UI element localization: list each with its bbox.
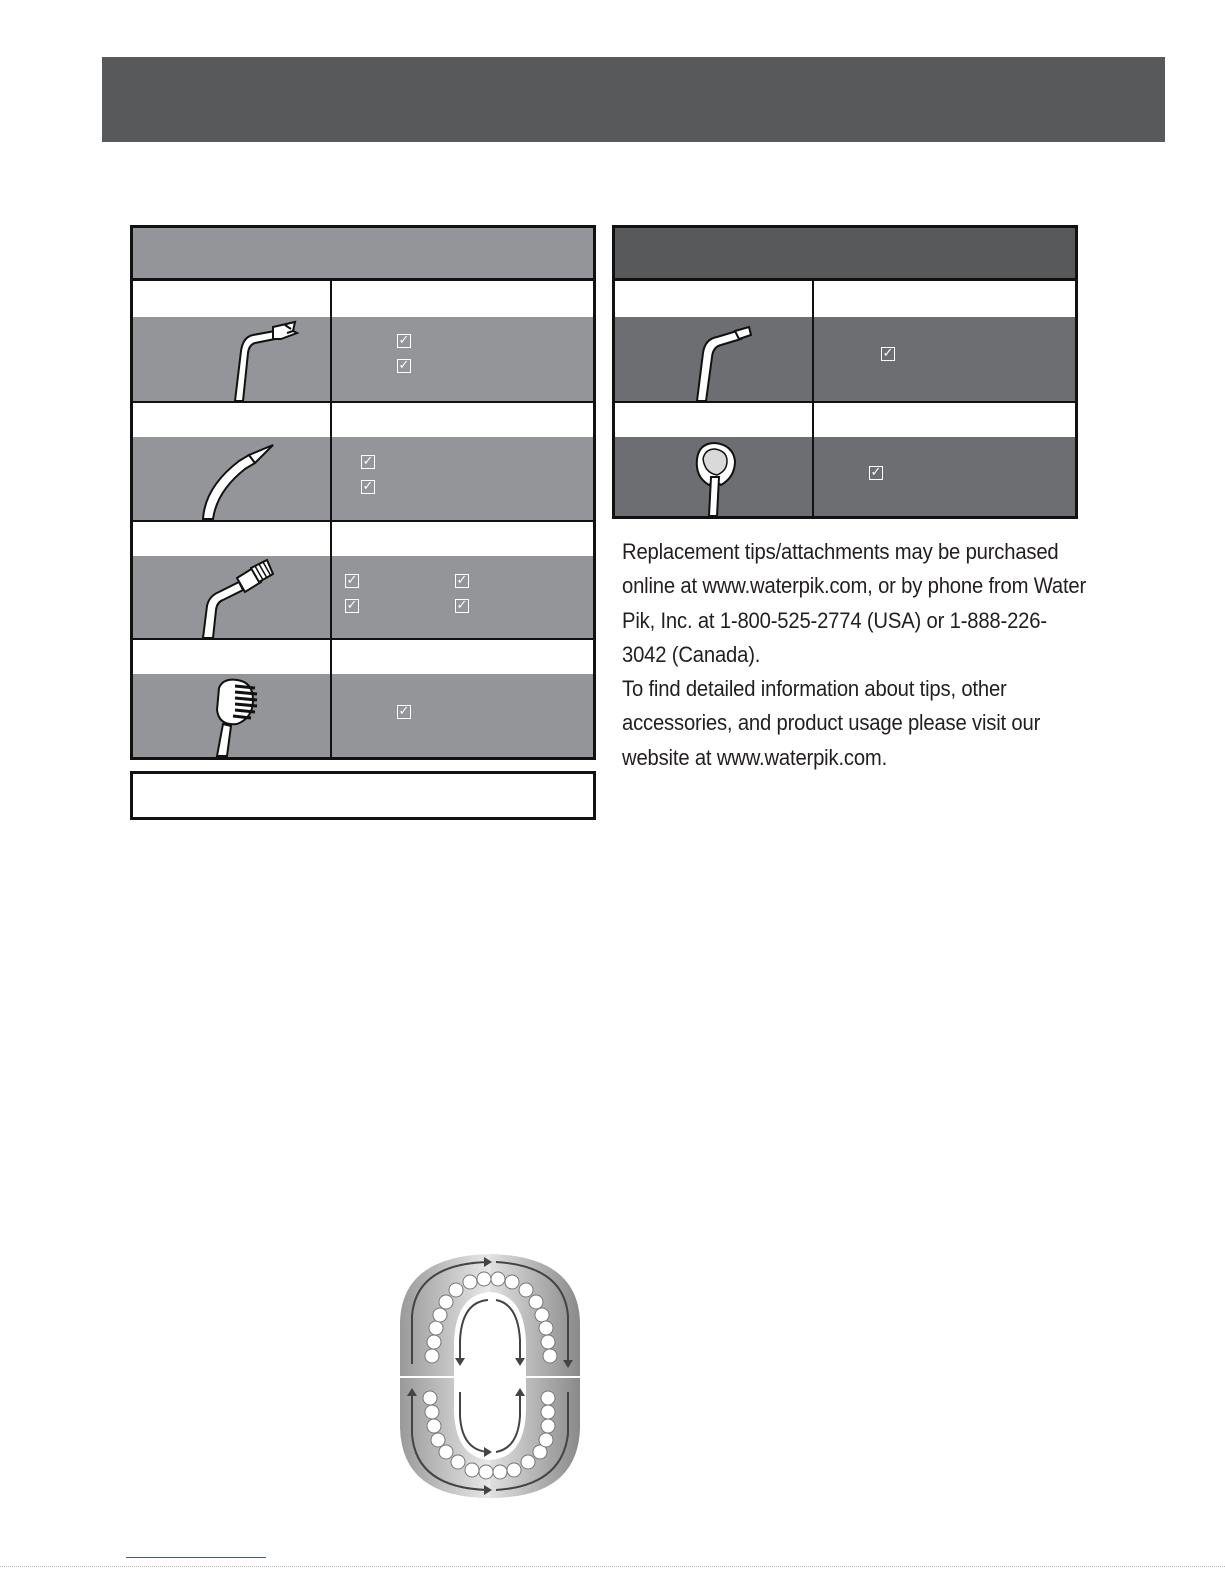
note-box [130,771,596,820]
left-table-divider [330,281,332,757]
website-info-text: To find detailed information about tips, other accessories, and product usage please visit our website at www.waterpik.com. [622,676,1041,770]
bottom-link-underline [126,1557,266,1560]
check-box: ✓ [398,704,410,719]
page-trim-line [0,1566,1225,1567]
replacement-info-text: Replacement tips/attachments may be purchased online at www.waterpik.com, or by phone from Water Pik, Inc. at 1-800-525-2774 (USA) or 1-888-226-3042 (Canada). [622,539,1087,667]
right-row-1-header [615,281,1075,317]
tongue-cleaner-icon [675,437,785,516]
check-box: ✓ [882,346,894,361]
mouth-diagram-icon [398,1252,582,1500]
right-row-2-header [615,403,1075,437]
check-box: ✓ [362,454,374,469]
left-row-2-content [133,437,593,520]
left-row-2-header [133,403,593,437]
left-table-title [133,228,593,281]
replacement-info [622,535,1090,775]
left-row-3-header [133,522,593,556]
header-bar [102,57,1165,142]
orthodontic-tip-icon [193,556,303,638]
check-box: ✓ [346,573,358,588]
right-row-1-content [615,317,1075,401]
check-box: ✓ [398,358,410,373]
right-table-divider [812,281,814,516]
classic-jet-tip-icon [675,317,785,401]
check-box: ✓ [456,573,468,588]
check-box: ✓ [362,479,374,494]
check-box: ✓ [398,333,410,348]
right-row-2-content [615,437,1075,516]
check-box: ✓ [870,465,882,480]
left-row-1-content [133,317,593,401]
left-row-3-content [133,556,593,638]
check-box: ✓ [456,598,468,613]
pik-pocket-tip-icon [193,437,303,520]
right-tips-table [612,225,1078,519]
check-box: ✓ [346,598,358,613]
toothbrush-tip-icon [193,674,303,757]
left-row-1-header [133,281,593,317]
right-table-title [615,228,1075,281]
left-row-4-content [133,674,593,757]
plaque-seeker-tip-icon [193,317,303,401]
left-tips-table [130,225,596,760]
left-row-4-header [133,640,593,674]
